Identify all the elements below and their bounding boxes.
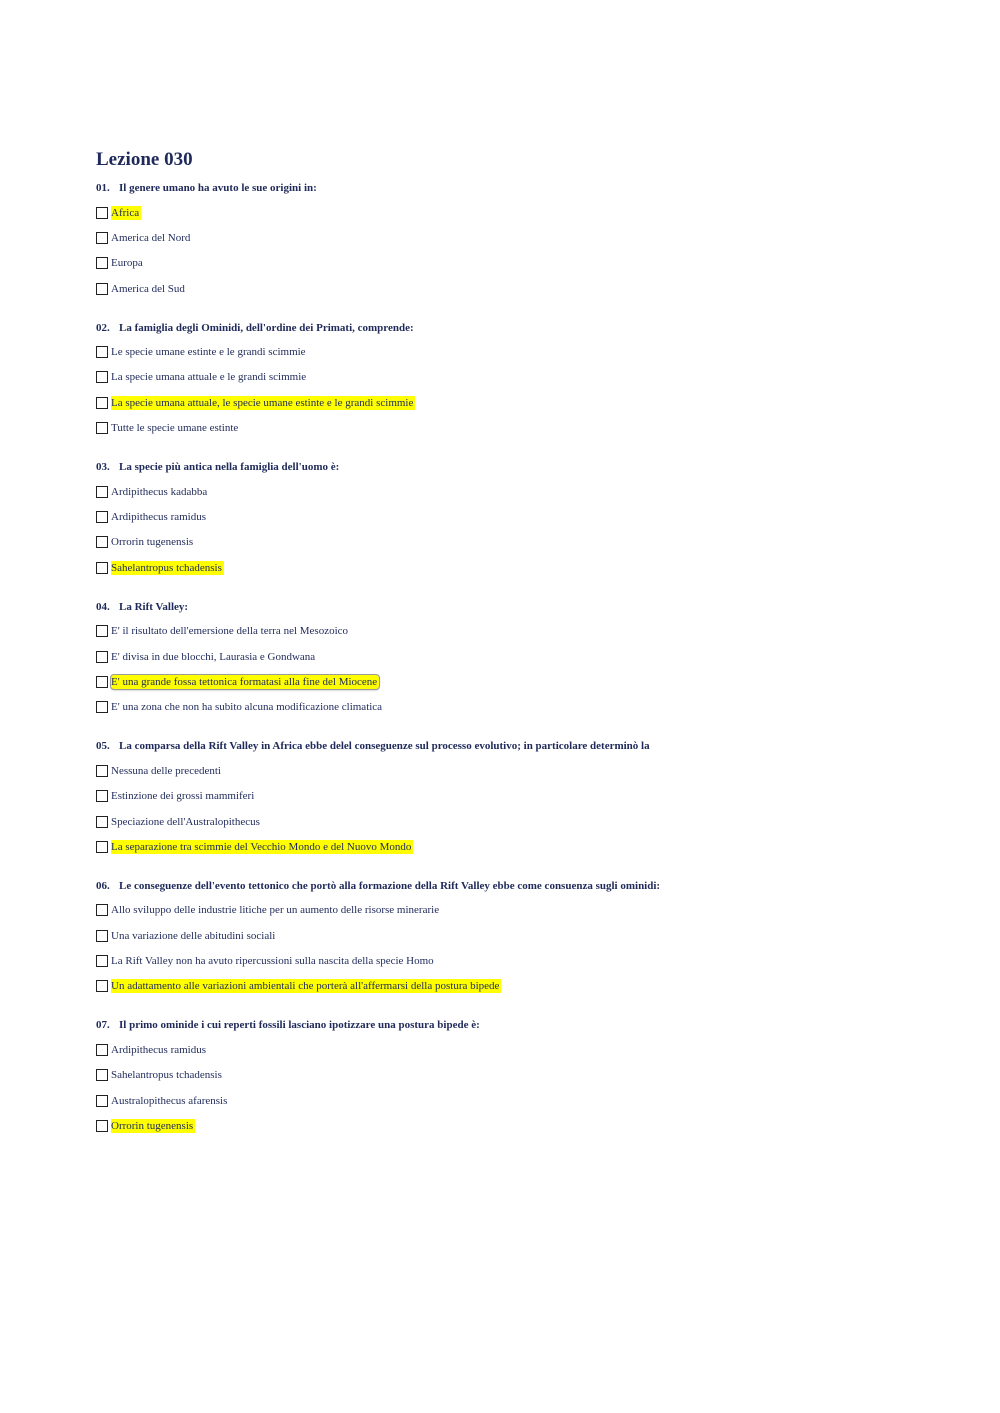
answer-text: Speciazione dell'Australopithecus bbox=[111, 815, 260, 828]
question-header bbox=[96, 599, 956, 615]
question-block bbox=[96, 180, 956, 297]
answer-checkbox[interactable] bbox=[96, 904, 108, 916]
answer-checkbox[interactable] bbox=[96, 207, 108, 219]
answer-text: Le specie umane estinte e le grandi scimmie bbox=[111, 346, 306, 359]
answer-text: La specie umana attuale e le grandi scimmie bbox=[111, 371, 307, 384]
answer-option[interactable] bbox=[96, 699, 956, 716]
answer-option[interactable] bbox=[96, 788, 956, 805]
answer-text: Ardipithecus ramidus bbox=[111, 511, 207, 524]
answer-checkbox[interactable] bbox=[96, 486, 108, 498]
answer-checkbox[interactable] bbox=[96, 1095, 108, 1107]
answer-checkbox[interactable] bbox=[96, 257, 108, 269]
answer-text: Nessuna delle precedenti bbox=[111, 764, 221, 777]
answer-text: E' divisa in due blocchi, Laurasia e Gondwana bbox=[111, 650, 316, 663]
answer-option[interactable] bbox=[96, 483, 956, 500]
question-number: 06. bbox=[96, 879, 110, 892]
answer-text: Europa bbox=[111, 257, 143, 270]
question-number: 03. bbox=[96, 461, 110, 474]
answer-option[interactable] bbox=[96, 369, 956, 386]
answer-option[interactable] bbox=[96, 420, 956, 437]
answer-text: La Rift Valley non ha avuto ripercussioni sulla nascita della specie Homo bbox=[111, 955, 434, 968]
question-text: Il primo ominide i cui reperti fossili lasciano ipotizzare una postura bipede è: bbox=[119, 1019, 480, 1032]
question-spacer bbox=[96, 445, 956, 459]
answer-option[interactable] bbox=[96, 280, 956, 297]
answer-text: Australopithecus afarensis bbox=[111, 1094, 228, 1107]
question-text: Le conseguenze dell'evento tettonico che portò alla formazione della Rift Valley ebbe come consuenza sugli ominidi: bbox=[119, 879, 661, 892]
answer-checkbox[interactable] bbox=[96, 651, 108, 663]
answer-option[interactable] bbox=[96, 902, 956, 919]
answer-checkbox[interactable] bbox=[96, 371, 108, 383]
question-number: 04. bbox=[96, 600, 110, 613]
question-spacer bbox=[96, 864, 956, 878]
answer-text-highlighted: Un adattamento alle variazioni ambientali che porterà all'affermarsi della postura bipede bbox=[111, 980, 500, 993]
answer-option[interactable] bbox=[96, 1041, 956, 1058]
question-block bbox=[96, 459, 956, 576]
answer-option[interactable] bbox=[96, 1067, 956, 1084]
answer-checkbox[interactable] bbox=[96, 511, 108, 523]
answer-option[interactable] bbox=[96, 927, 956, 944]
answer-checkbox[interactable] bbox=[96, 397, 108, 409]
question-text: La specie più antica nella famiglia dell'uomo è: bbox=[119, 461, 340, 474]
question-spacer bbox=[96, 306, 956, 320]
answer-option[interactable] bbox=[96, 509, 956, 526]
question-header bbox=[96, 1017, 956, 1033]
answer-checkbox[interactable] bbox=[96, 1044, 108, 1056]
answer-text: E' il risultato dell'emersione della terra nel Mesozoico bbox=[111, 625, 349, 638]
answer-text: Una variazione delle abitudini sociali bbox=[111, 929, 276, 942]
answer-text: Ardipithecus ramidus bbox=[111, 1043, 207, 1056]
question-header bbox=[96, 738, 956, 754]
question-list bbox=[96, 180, 956, 1135]
answer-text: Estinzione dei grossi mammiferi bbox=[111, 790, 255, 803]
answer-checkbox[interactable] bbox=[96, 841, 108, 853]
answer-option[interactable] bbox=[96, 394, 956, 411]
answer-checkbox[interactable] bbox=[96, 955, 108, 967]
answer-option[interactable] bbox=[96, 1118, 956, 1135]
answer-option[interactable] bbox=[96, 255, 956, 272]
answer-text: Orrorin tugenensis bbox=[111, 536, 194, 549]
answer-option[interactable] bbox=[96, 204, 956, 221]
question-block bbox=[96, 878, 956, 995]
answer-option[interactable] bbox=[96, 534, 956, 551]
answer-checkbox[interactable] bbox=[96, 790, 108, 802]
answer-checkbox[interactable] bbox=[96, 562, 108, 574]
answer-text: America del Sud bbox=[111, 282, 185, 295]
answer-option[interactable] bbox=[96, 559, 956, 576]
question-spacer bbox=[96, 724, 956, 738]
answer-text-highlighted: Sahelantropus tchadensis bbox=[111, 561, 222, 574]
lesson-title: Lezione 030 bbox=[96, 149, 193, 170]
answer-option[interactable] bbox=[96, 978, 956, 995]
question-header bbox=[96, 180, 956, 196]
question-text: La famiglia degli Ominidi, dell'ordine dei Primati, comprende: bbox=[119, 321, 414, 334]
question-block bbox=[96, 320, 956, 437]
question-spacer bbox=[96, 1003, 956, 1017]
answer-text-highlighted: Orrorin tugenensis bbox=[111, 1120, 194, 1133]
question-block bbox=[96, 738, 956, 855]
question-header bbox=[96, 459, 956, 475]
answer-text: Ardipithecus kadabba bbox=[111, 485, 208, 498]
answer-checkbox[interactable] bbox=[96, 676, 108, 688]
answer-option[interactable] bbox=[96, 344, 956, 361]
answer-option[interactable] bbox=[96, 623, 956, 640]
quiz-page bbox=[96, 148, 956, 1143]
question-number: 07. bbox=[96, 1019, 110, 1032]
answer-checkbox[interactable] bbox=[96, 1120, 108, 1132]
answer-checkbox[interactable] bbox=[96, 930, 108, 942]
answer-checkbox[interactable] bbox=[96, 701, 108, 713]
answer-text-highlighted: E' una grande fossa tettonica formatasi alla fine del Miocene bbox=[111, 675, 378, 688]
question-number: 01. bbox=[96, 182, 110, 194]
answer-text-highlighted: Africa bbox=[111, 206, 140, 219]
question-header bbox=[96, 878, 956, 894]
answer-text: Allo sviluppo delle industrie litiche per un aumento delle risorse minerarie bbox=[111, 904, 440, 917]
question-header bbox=[96, 320, 956, 336]
answer-option[interactable] bbox=[96, 1092, 956, 1109]
answer-option[interactable] bbox=[96, 229, 956, 246]
answer-text: America del Nord bbox=[111, 231, 191, 244]
answer-text: Tutte le specie umane estinte bbox=[111, 422, 239, 435]
answer-checkbox[interactable] bbox=[96, 422, 108, 434]
question-text: La comparsa della Rift Valley in Africa ebbe delel conseguenze sul processo evolutivo; in particolare determinò la bbox=[119, 740, 650, 753]
answer-text-highlighted: La separazione tra scimmie del Vecchio Mondo e del Nuovo Mondo bbox=[111, 840, 412, 853]
question-number: 02. bbox=[96, 321, 110, 334]
answer-option[interactable] bbox=[96, 762, 956, 779]
answer-checkbox[interactable] bbox=[96, 346, 108, 358]
answer-text: Sahelantropus tchadensis bbox=[111, 1069, 222, 1082]
answer-text: E' una zona che non ha subito alcuna modificazione climatica bbox=[111, 701, 383, 714]
question-text: La Rift Valley: bbox=[119, 600, 189, 613]
answer-checkbox[interactable] bbox=[96, 816, 108, 828]
answer-checkbox[interactable] bbox=[96, 625, 108, 637]
question-number: 05. bbox=[96, 740, 110, 753]
answer-option[interactable] bbox=[96, 953, 956, 970]
answer-checkbox[interactable] bbox=[96, 765, 108, 777]
answer-option[interactable] bbox=[96, 648, 956, 665]
question-block bbox=[96, 1017, 956, 1134]
answer-checkbox[interactable] bbox=[96, 536, 108, 548]
question-spacer bbox=[96, 585, 956, 599]
answer-checkbox[interactable] bbox=[96, 283, 108, 295]
question-block bbox=[96, 599, 956, 716]
answer-option[interactable] bbox=[96, 838, 956, 855]
answer-text-highlighted: La specie umana attuale, le specie umane estinte e le grandi scimmie bbox=[111, 396, 414, 409]
answer-checkbox[interactable] bbox=[96, 232, 108, 244]
question-text: Il genere umano ha avuto le sue origini in: bbox=[119, 182, 317, 194]
answer-option[interactable] bbox=[96, 673, 956, 690]
answer-checkbox[interactable] bbox=[96, 980, 108, 992]
answer-checkbox[interactable] bbox=[96, 1069, 108, 1081]
answer-option[interactable] bbox=[96, 813, 956, 830]
